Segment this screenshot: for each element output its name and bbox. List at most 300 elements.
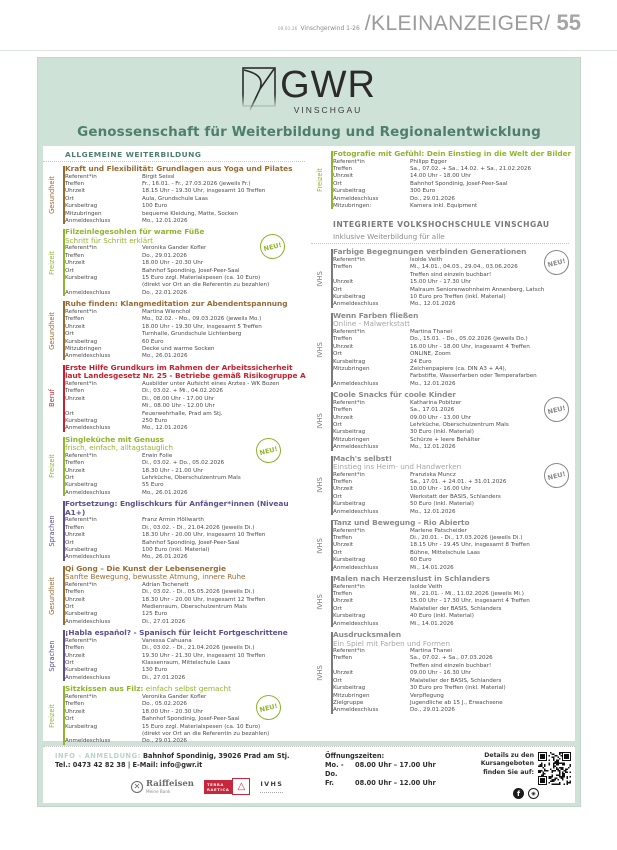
- course-detail-row: [333, 613, 575, 620]
- category-bar: [331, 249, 333, 307]
- issue-date: 09.01.26: [278, 26, 298, 31]
- course-detail-row: [333, 670, 575, 677]
- detail-value: Martina Wienchol: [142, 308, 191, 315]
- social-links: [513, 788, 539, 799]
- course-title: [65, 165, 311, 174]
- detail-value: Do., 29.01.2026: [410, 195, 455, 202]
- detail-label: Anmeldeschluss: [65, 353, 111, 360]
- course-detail-row: [65, 645, 311, 652]
- course-detail-row: [333, 557, 575, 564]
- course-detail-row: [65, 309, 311, 316]
- detail-value: 18.30 Uhr - 21.00 Uhr: [142, 467, 204, 474]
- course-detail-row: [333, 663, 575, 670]
- detail-label: Uhrzeit: [65, 532, 86, 539]
- course-title-text: Ruhe finden: Klangmeditation zur Abendentspannung: [65, 299, 288, 309]
- detail-label: Treffen: [333, 336, 353, 343]
- detail-value: 40 Euro (inkl. Material): [410, 613, 474, 620]
- detail-value: Zeichenpapiere (ca. DIN A3 + A4),: [410, 365, 507, 372]
- terra-line2: RAETICA: [206, 786, 230, 792]
- detail-value: 55 Euro: [142, 482, 164, 489]
- detail-value: Veronika Gander Kofler: [142, 693, 207, 700]
- detail-label: Uhrzeit: [333, 542, 354, 549]
- detail-value: Mo., 26.01.2026: [142, 554, 188, 561]
- course-detail-row: [65, 619, 311, 626]
- category-text: Freizeit: [48, 703, 56, 728]
- detail-label: Treffen: [333, 535, 353, 541]
- detail-value: Verpflegung: [410, 692, 444, 699]
- detail-label: Anmeldeschluss: [333, 508, 379, 515]
- course-detail-row: [333, 648, 575, 655]
- detail-value: Do., 05.02.2026: [142, 701, 187, 708]
- detail-label: Treffen: [65, 252, 85, 259]
- detail-label: Ort: [333, 421, 342, 428]
- detail-value: Do., 29.01.2026: [410, 707, 455, 714]
- detail-value: 24 Euro: [410, 358, 432, 365]
- detail-value: 15.00 Uhr - 17.30 Uhr, insgesamt 4 Treffen: [410, 598, 530, 605]
- course-title-text: Erste Hilfe Grundkurs im Rahmen der Arbeitssicherheit laut Landesgesetz Nr. 25 - Betriebe gemäß Risikogruppe A: [65, 362, 306, 381]
- detail-value: 10.00 Uhr - 16.00 Uhr: [410, 486, 472, 493]
- course-detail-row: [333, 159, 575, 166]
- detail-label: Referent*in: [65, 245, 97, 252]
- detail-label: [65, 282, 142, 289]
- detail-value: 50 Euro (inkl. Material): [410, 501, 474, 508]
- course-title-text: Malen nach Herzenslust in Schlanders: [333, 574, 490, 584]
- detail-value: Bahnhof Spondinig, Josef-Peer-Saal: [410, 180, 508, 187]
- category-label: [48, 389, 56, 408]
- category-label: [48, 515, 56, 547]
- footer-info: [55, 752, 289, 770]
- course-detail-row: [333, 685, 575, 692]
- detail-label: Kursbeitrag: [65, 275, 98, 282]
- terra-line1: TERRA: [206, 781, 224, 787]
- category-bar: [331, 151, 333, 209]
- course-entry: [43, 685, 311, 745]
- detail-label: Treffen: [65, 524, 85, 531]
- detail-value: Klassenraum, Mittelschule Laas: [142, 660, 231, 667]
- detail-label: Mitzubringen: [333, 692, 370, 699]
- course-detail-row: [65, 653, 311, 660]
- course-detail-row: [65, 268, 311, 275]
- detail-label: [333, 373, 410, 380]
- detail-value: Treffen sind einzeln buchbar!: [410, 271, 492, 278]
- detail-label: Kursbeitrag: [333, 501, 366, 508]
- detail-label: Uhrzeit: [333, 343, 354, 350]
- course-subtitle: Sanfte Bewegung, bewusste Atmung, innere Ruhe: [65, 572, 246, 582]
- category-text: Freizeit: [48, 454, 56, 479]
- detail-label: Ort: [333, 549, 342, 556]
- right-top-course-list: [311, 146, 575, 210]
- course-detail-row: [333, 181, 575, 188]
- detail-value: Schürze + leere Behälter: [410, 436, 481, 443]
- category-text: IVHS: [316, 665, 324, 681]
- course-detail-row: [333, 407, 575, 414]
- course-title-text: Fotografie mit Gefühl: Dein Einstieg in die Welt der Bilder: [333, 149, 572, 158]
- detail-label: Ort: [65, 660, 74, 667]
- detail-label: Referent*in: [333, 257, 365, 264]
- detail-label: Kursbeitrag: [333, 294, 366, 301]
- page-header: [278, 10, 581, 40]
- raiffeisen-tagline: Meine Bank: [146, 788, 171, 794]
- course-detail-row: [65, 604, 311, 611]
- category-label: [316, 414, 324, 428]
- course-entry: [43, 300, 311, 360]
- detail-label: Referent*in: [333, 527, 365, 534]
- course-detail-row: [65, 388, 311, 395]
- course-detail-row: [333, 565, 575, 572]
- neu-badge: NEU!: [541, 460, 571, 490]
- detail-value: Aula, Grundschule Laas: [142, 195, 208, 202]
- hours-row: [325, 761, 436, 779]
- course-detail-row: [65, 418, 311, 425]
- course-detail-row: [333, 272, 575, 279]
- detail-label: [65, 403, 142, 410]
- course-detail-row: [333, 359, 575, 366]
- detail-label: Kursbeitrag: [333, 557, 366, 564]
- detail-value: 18.15 Uhr - 19.45 Uhr, insgesamt 8 Treffen: [410, 542, 530, 549]
- detail-value: Vanessa Cahuana: [142, 637, 192, 644]
- info-contact[interactable]: Tel.: 0473 42 82 38 | E-Mail: info@gwr.it: [55, 761, 203, 769]
- course-title-text: Qi Gong – Die Kunst der Lebensenergie: [65, 563, 226, 573]
- detail-label: Anmeldeschluss: [65, 425, 111, 432]
- detail-value: Fr., 16.01. - Fr., 27.03.2026 (jeweils Fr.): [142, 181, 251, 187]
- detail-label: Treffen: [333, 591, 353, 598]
- category-label: [316, 666, 324, 680]
- course-detail-row: [65, 611, 311, 618]
- detail-label: Uhrzeit: [65, 708, 86, 715]
- detail-label: [333, 663, 410, 670]
- detail-value: 60 Euro: [142, 338, 164, 345]
- section-heading-general: ALLGEMEINE WEITERBILDUNG: [43, 146, 305, 162]
- section-heading-ivhs: INTEGRIERTE VOLKSHOCHSCHULE VINSCHGAU: [333, 220, 550, 230]
- detail-value: Feuerwehrhalle, Prad am Stj.: [142, 410, 223, 417]
- course-title: [333, 575, 575, 584]
- category-bar: [331, 632, 333, 714]
- facebook-icon[interactable]: f: [513, 788, 524, 799]
- category-bar: [63, 365, 65, 432]
- category-label: [48, 640, 56, 672]
- gwr-logo-mark-icon: [242, 67, 276, 111]
- course-detail-row: [65, 181, 311, 188]
- detail-value: Malatelier der BASIS, Schlanders: [410, 605, 502, 612]
- hours-day: Mo. - Do.: [325, 761, 344, 778]
- detail-label: Ort: [65, 195, 74, 202]
- course-entry: [311, 519, 575, 572]
- course-title: [65, 500, 311, 517]
- course-entry: [311, 150, 575, 210]
- course-title: [333, 519, 575, 528]
- course-detail-row: [65, 468, 311, 475]
- detail-value: 130 Euro: [142, 667, 168, 674]
- detail-value: Mi., 14.01., 04.03., 29.04., 03.06.2026: [410, 264, 518, 271]
- category-bar: [63, 686, 65, 744]
- detail-label: Referent*in: [333, 399, 365, 406]
- course-detail-row: [65, 667, 311, 674]
- course-title: [333, 391, 575, 400]
- detail-label: Anmeldeschluss: [65, 289, 111, 296]
- detail-value: Mo., 12.01.2026: [410, 444, 456, 451]
- category-label: [48, 454, 56, 479]
- gwr-advertisement: [37, 57, 581, 807]
- detail-label: Anmeldeschluss: [333, 620, 379, 627]
- detail-label: Kursbeitrag: [65, 723, 98, 730]
- footer: [43, 746, 575, 803]
- detail-label: Anmeldeschluss: [65, 489, 111, 496]
- category-text: IVHS: [316, 537, 324, 554]
- course-detail-row: [65, 490, 311, 497]
- course-detail-row: [333, 373, 575, 380]
- detail-label: Anmeldeschluss: [333, 444, 379, 451]
- detail-label: Kursbeitrag: [65, 338, 98, 345]
- hours-time: 08.00 Uhr – 17.00 Uhr: [355, 761, 436, 769]
- course-detail-row: [65, 411, 311, 418]
- course-detail-row: [65, 554, 311, 561]
- detail-label: Referent*in: [333, 648, 365, 655]
- qr-code[interactable]: [538, 752, 571, 785]
- detail-label: Uhrzeit: [65, 652, 86, 659]
- course-detail-row: [333, 196, 575, 203]
- course-detail-row: [65, 260, 311, 267]
- detail-label: Uhrzeit: [333, 598, 354, 605]
- detail-label: Uhrzeit: [333, 279, 354, 286]
- detail-label: Treffen: [65, 388, 85, 395]
- detail-label: Referent*in: [65, 173, 97, 180]
- course-title-text: Kraft und Flexibilität: Grundlagen aus Yoga und Pilates: [65, 164, 293, 173]
- detail-label: Ort: [333, 180, 342, 187]
- course-title: [65, 685, 311, 694]
- detail-label: Uhrzeit: [65, 260, 86, 267]
- section-subheading-ivhs: Inklusive Weiterbildung für alle: [311, 232, 569, 244]
- detail-label: Kursbeitrag: [333, 685, 366, 692]
- neu-badge: NEU!: [541, 394, 571, 424]
- detail-label: Kursbeitrag: [65, 667, 98, 674]
- category-label: [316, 343, 324, 357]
- details-line: Kursangeboten: [480, 760, 534, 768]
- detail-value: Martina Thanei: [410, 328, 452, 335]
- detail-value: Di., 27.01.2026: [142, 674, 186, 681]
- detail-label: Treffen: [65, 181, 85, 187]
- detail-value: Mo., 26.01.2026: [142, 353, 188, 360]
- category-bar: [331, 456, 333, 515]
- course-entry: [43, 228, 311, 297]
- course-title-text: Wenn Farben fließen: [333, 310, 419, 320]
- detail-label: Referent*in: [333, 583, 365, 590]
- course-detail-row: [333, 415, 575, 422]
- category-text: IVHS: [316, 342, 324, 358]
- course-detail-row: [65, 532, 311, 539]
- course-detail-row: [65, 731, 311, 738]
- category-label: [316, 539, 324, 553]
- course-detail-row: [333, 400, 575, 407]
- detail-value: Di., 03.02. - Di., 05.05.2026 (jeweils Di.): [142, 589, 255, 596]
- category-text: IVHS: [316, 477, 324, 494]
- detail-label: Treffen: [65, 460, 85, 467]
- detail-value: Lehrküche, Oberschulzentrum Mals: [142, 474, 241, 481]
- detail-label: Kursbeitrag: [65, 547, 98, 553]
- detail-value: Isolde Veith: [410, 257, 443, 264]
- course-entry: [43, 436, 311, 497]
- course-detail-row: [333, 173, 575, 180]
- detail-value: Sa., 07.02. + Sa., 14.02. + Sa., 21.02.2026: [410, 166, 532, 172]
- course-detail-row: [65, 403, 311, 410]
- course-detail-row: [65, 547, 311, 554]
- detail-value: Sa., 17.01. + 24.01. + 31.01.2026: [410, 478, 507, 485]
- course-detail-row: [333, 279, 575, 286]
- neu-badge: NEU!: [257, 232, 287, 262]
- detail-value: 30 Euro (inkl. Material): [410, 429, 474, 436]
- detail-label: Ort: [65, 267, 74, 274]
- detail-label: Uhrzeit: [65, 395, 86, 402]
- course-detail-row: [65, 638, 311, 645]
- course-detail-row: [65, 738, 311, 745]
- course-title-text: ¡Habla español? - Spanisch für leicht Fortgeschrittene: [65, 628, 288, 638]
- detail-label: Referent*in: [65, 380, 97, 387]
- course-subtitle: Ein Spiel mit Farben und Formen: [333, 638, 451, 648]
- category-bar: [331, 313, 333, 387]
- detail-value: Di., 03.02. + Mi., 04.02.2026: [142, 388, 223, 395]
- category-text: IVHS: [316, 413, 324, 430]
- detail-value: ONLINE, Zoom: [410, 351, 451, 358]
- category-text: Gesundheit: [48, 311, 56, 350]
- detail-label: Referent*in: [65, 581, 97, 588]
- detail-value: Mo., 12.01.2026: [410, 380, 456, 387]
- course-subtitle: Schritt für Schritt erklärt: [65, 236, 153, 246]
- detail-value: Medienraum, Oberschulzentrum Mals: [142, 604, 247, 611]
- course-detail-row: [333, 700, 575, 707]
- category-bar: [331, 576, 333, 627]
- course-entry: [311, 248, 575, 308]
- neu-badge: NEU!: [253, 435, 283, 465]
- detail-label: Uhrzeit: [333, 173, 354, 180]
- course-detail-row: [65, 211, 311, 218]
- detail-value: 125 Euro: [142, 611, 168, 618]
- course-detail-row: [65, 275, 311, 282]
- details-line: Details zu den: [484, 752, 534, 759]
- course-detail-row: [333, 693, 575, 700]
- detail-label: Uhrzeit: [333, 670, 354, 677]
- category-bar: [331, 392, 333, 450]
- category-bar: [63, 301, 65, 359]
- detail-label: Kursbeitrag: [65, 611, 98, 618]
- course-detail-row: [333, 678, 575, 685]
- detail-label: Treffen: [65, 589, 85, 596]
- detail-label: Anmeldeschluss: [333, 301, 379, 308]
- detail-value: 250 Euro: [142, 417, 168, 424]
- detail-value: Katharina Pobitzer: [410, 399, 462, 406]
- detail-value: 15 Euro zzgl. Materialspesen (ca. 10 Euro): [142, 723, 261, 730]
- organization-title: Genossenschaft für Weiterbildung und Regionalentwicklung: [77, 124, 541, 140]
- course-detail-row: [333, 494, 575, 501]
- detail-value: Bahnhof Spondinig, Josef-Peer-Saal: [142, 267, 240, 274]
- info-address: Bahnhof Spondinig, 39026 Prad am Stj.: [143, 752, 290, 760]
- course-detail-row: [333, 598, 575, 605]
- category-text: Gesundheit: [48, 576, 56, 615]
- category-label: [316, 478, 324, 492]
- course-detail-row: [333, 606, 575, 613]
- detail-value: Birgit Seissl: [142, 173, 175, 180]
- raiffeisen-logo: [131, 780, 194, 794]
- detail-value: Di., 20.01. - Di., 17.03.2026 (jeweils Di.): [410, 535, 523, 541]
- category-bar: [331, 520, 333, 571]
- detail-value: Bühne, Mittelschule Laas: [410, 549, 480, 556]
- course-detail-row: [65, 540, 311, 547]
- category-bar: [63, 437, 65, 496]
- course-detail-row: [333, 550, 575, 557]
- course-detail-row: [333, 528, 575, 535]
- detail-label: Anmeldeschluss: [65, 554, 111, 561]
- course-entry: [311, 312, 575, 388]
- detail-value: 09.00 Uhr - 16.30 Uhr: [410, 670, 472, 677]
- detail-value: 100 Euro: [142, 203, 168, 210]
- detail-value: Veronika Gander Kofler: [142, 245, 207, 252]
- details-text: [480, 752, 534, 777]
- category-bar: [63, 501, 65, 561]
- course-detail-row: [333, 257, 575, 264]
- detail-value: 18.15 Uhr - 19.30 Uhr, insgesamt 10 Treffen: [142, 188, 266, 195]
- detail-label: Kursbeitrag: [333, 188, 366, 195]
- detail-label: Uhrzeit: [65, 467, 86, 474]
- detail-label: Kursbeitrag: [65, 482, 98, 489]
- detail-label: Ort: [65, 474, 74, 481]
- course-detail-row: [65, 339, 311, 346]
- course-detail-row: [65, 675, 311, 682]
- category-text: Beruf: [48, 389, 56, 408]
- course-detail-row: [333, 621, 575, 628]
- detail-label: Anmeldeschluss: [333, 564, 379, 571]
- right-column: [311, 146, 575, 718]
- detail-label: Kursbeitrag: [333, 429, 366, 436]
- detail-value: 100 Euro (inkl. Material): [142, 547, 210, 553]
- course-entry: [311, 631, 575, 715]
- course-detail-row: [333, 422, 575, 429]
- detail-label: Mitzubringen: [333, 365, 370, 372]
- course-detail-row: [333, 381, 575, 388]
- detail-label: Referent*in: [65, 517, 97, 524]
- detail-value: 300 Euro: [410, 188, 436, 195]
- course-detail-row: [333, 351, 575, 358]
- course-subtitle: frisch, einfach, alltagstauglich: [65, 443, 174, 453]
- detail-value: 18.30 Uhr - 20.00 Uhr, insgesamt 10 Treffen: [142, 532, 266, 539]
- section-title: /KLEINANZEIGER/: [364, 12, 551, 35]
- course-detail-row: [65, 324, 311, 331]
- category-bar: [63, 566, 65, 625]
- course-detail-row: [65, 218, 311, 225]
- course-detail-row: [65, 196, 311, 203]
- detail-value: Isolde Veith: [410, 583, 443, 590]
- course-detail-row: [333, 203, 575, 210]
- course-listing: [43, 146, 575, 745]
- category-text: Freizeit: [48, 251, 56, 275]
- course-detail-row: [333, 329, 575, 336]
- instagram-icon[interactable]: ◉: [528, 788, 539, 799]
- detail-value: 18.00 Uhr - 20.30 Uhr: [142, 708, 204, 715]
- detail-value: (direkt vor Ort an die Referentin zu bezahlen): [142, 730, 270, 737]
- course-entry: [43, 364, 311, 433]
- detail-value: 60 Euro: [410, 557, 432, 564]
- course-detail-row: [65, 331, 311, 338]
- detail-label: Referent*in: [65, 452, 97, 459]
- detail-value: Mo., 12.01.2026: [410, 301, 456, 308]
- course-detail-row: [65, 582, 311, 589]
- opening-hours: [325, 752, 436, 788]
- detail-value: Franziska Muncz: [410, 471, 456, 478]
- course-detail-row: [333, 509, 575, 516]
- course-entry: [311, 455, 575, 516]
- course-title: [333, 150, 575, 159]
- detail-value: Sa., 17.01.2026: [410, 407, 455, 414]
- detail-value: Turnhalle, Grundschule Lichtenberg: [142, 331, 242, 338]
- course-detail-row: [333, 437, 575, 444]
- detail-label: Treffen: [333, 478, 353, 485]
